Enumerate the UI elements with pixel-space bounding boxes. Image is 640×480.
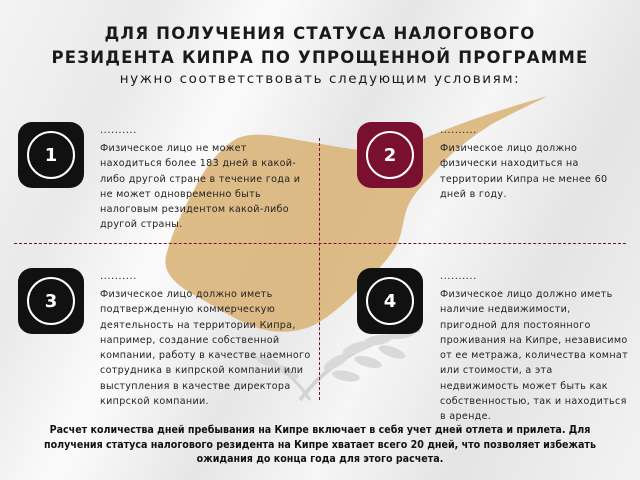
card-1-text: Физическое лицо не может находиться более 183 дней в какой- либо другой стране в течение года и не может одновременно быть налоговым резидентом какой-либо другой страны.	[100, 143, 301, 231]
number-badge-2	[357, 122, 423, 188]
number-1: 1	[27, 131, 75, 179]
number-badge-1	[18, 122, 84, 188]
card-4-text: Физическое лицо должно иметь наличие недвижимости, пригодной для постоянного проживания на Кипре, независимо от ее метража, количества комнат или стоимости, а эта недвижимость может быть как собственностью, так и находиться в аренде.	[440, 289, 628, 423]
page-subtitle: нужно соответствовать следующим условиям:	[119, 71, 521, 87]
number-badge-3	[18, 268, 84, 334]
card-2-text: Физическое лицо должно физически находиться на территории Кипра не менее 60 дней в году.	[440, 143, 608, 200]
number-2: 2	[366, 131, 414, 179]
card-4-dots: ..........	[440, 271, 477, 282]
title-line-1: ДЛЯ ПОЛУЧЕНИЯ СТАТУСА НАЛОГОВОГО	[104, 24, 536, 43]
card-2-dots: ..........	[440, 125, 477, 136]
number-4: 4	[366, 277, 414, 325]
title-line-2: РЕЗИДЕНТА КИПРА ПО УПРОЩЕННОЙ ПРОГРАММЕ	[51, 48, 589, 67]
horizontal-divider	[14, 243, 626, 244]
card-3-dots: ..........	[100, 271, 137, 282]
card-1-dots: ..........	[100, 125, 137, 136]
number-badge-4	[357, 268, 423, 334]
card-3-text: Физическое лицо должно иметь подтвержденную коммерческую деятельность на территории Кипра, например, создание собственной компании, работу в качестве наемного сотрудника в кипрской компании или выступления в качестве директора кипрской компании.	[100, 289, 311, 408]
number-3: 3	[27, 277, 75, 325]
page-title	[0, 22, 640, 70]
footer-note: Расчет количества дней пребывания на Кипре включает в себя учет дней отлета и прилета. Для получения статуса налогового резидента на Кипре хватает всего 20 дней, что позволяет избежать ожидания до конца года для этого расчета.	[44, 424, 596, 465]
vertical-divider	[319, 138, 320, 400]
